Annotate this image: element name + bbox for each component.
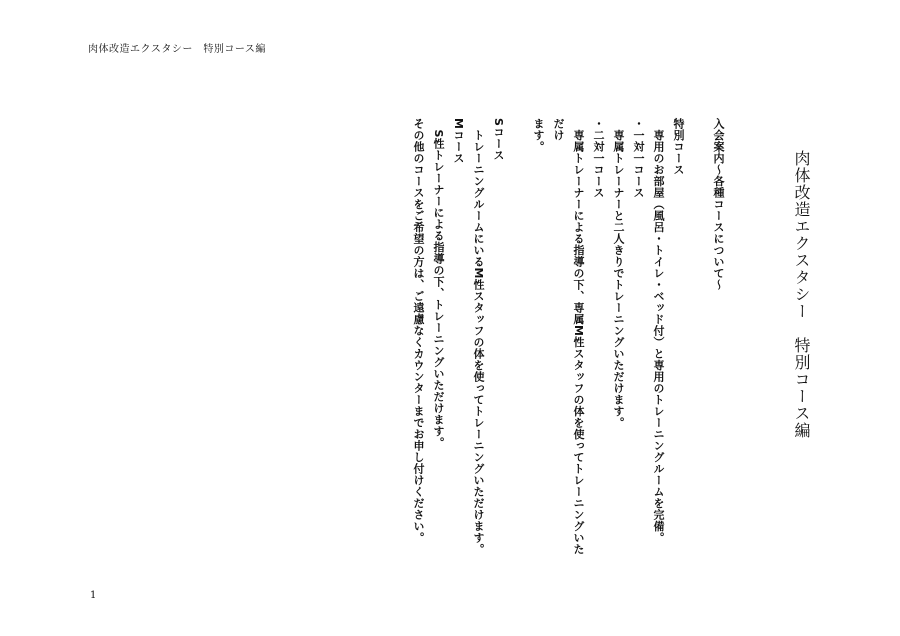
page-number: 1 xyxy=(90,590,97,601)
body-text xyxy=(408,118,728,558)
blank-line xyxy=(508,118,528,558)
body-line-m-course-heading: Mコース xyxy=(452,118,465,164)
body-line-s-course-heading: Sコース xyxy=(492,118,505,161)
body-line: その他のコースをご希望の方は、ご遠慮なくカウンターまでお申し付けください。 xyxy=(412,118,425,544)
body-line-special-course-heading: 特別コース xyxy=(672,118,685,176)
body-line: S性トレーナーによる指導の下、トレーニングいただけます。 xyxy=(432,118,445,449)
page-title: 肉体改造エクスタシー 特別コース編 xyxy=(792,150,811,439)
body-line: ・一対一コース xyxy=(632,118,645,199)
body-line: トレーニングルームにいるM性スタッフの体を使ってトレーニングいただけます。 xyxy=(472,118,485,555)
body-line-intro-heading: 入会案内～各種コースについて～ xyxy=(712,118,725,291)
body-line: 専用のお部屋（風呂・トイレ・ベッド付）と専用のトレーニングルームを完備。 xyxy=(652,118,665,544)
body-line: ます。 xyxy=(532,118,545,153)
running-header: 肉体改造エクスタシー 特別コース編 xyxy=(88,44,266,55)
body-line: ・二対一コース xyxy=(592,118,605,199)
blank-line xyxy=(688,118,708,558)
body-line: 専属トレーナーによる指導の下、専属M性スタッフの体を使ってトレーニングいただけ xyxy=(552,118,585,555)
body-line: 専属トレーナーと二人きりでトレーニングいただけます。 xyxy=(612,118,625,429)
